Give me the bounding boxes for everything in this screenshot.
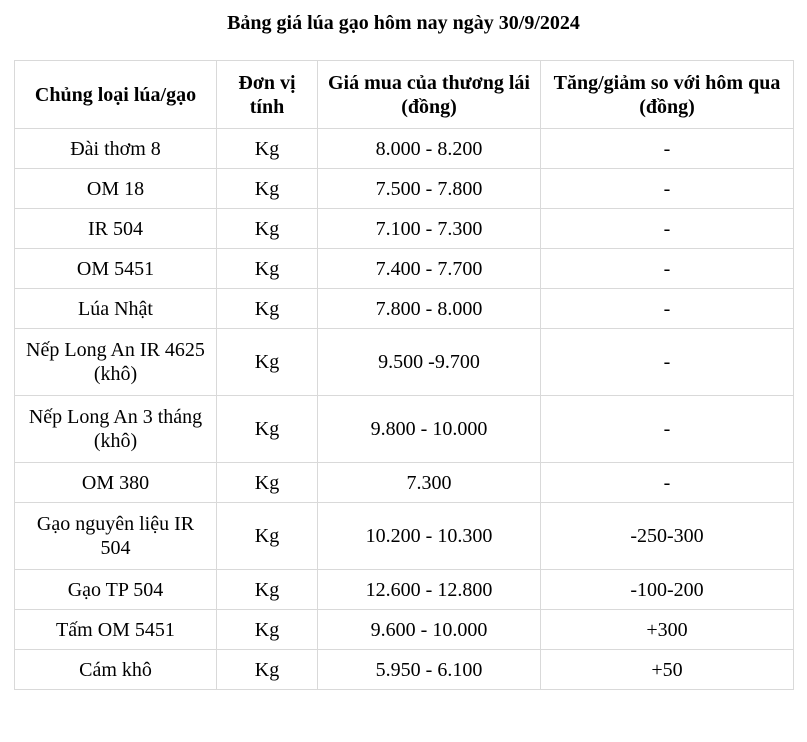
cell-change: +50	[541, 650, 794, 690]
cell-change: -	[541, 396, 794, 463]
cell-price: 7.400 - 7.700	[318, 249, 541, 289]
table-row	[15, 209, 794, 249]
cell-price: 9.500 -9.700	[318, 329, 541, 396]
table-row	[15, 610, 794, 650]
table-row	[15, 329, 794, 396]
cell-type: OM 18	[15, 169, 217, 209]
cell-price: 8.000 - 8.200	[318, 129, 541, 169]
cell-unit: Kg	[217, 650, 318, 690]
cell-unit: Kg	[217, 129, 318, 169]
table-header-row	[15, 61, 794, 129]
cell-unit: Kg	[217, 463, 318, 503]
cell-unit: Kg	[217, 169, 318, 209]
table-row	[15, 129, 794, 169]
cell-unit: Kg	[217, 289, 318, 329]
table-row	[15, 503, 794, 570]
cell-price: 7.800 - 8.000	[318, 289, 541, 329]
cell-type: OM 5451	[15, 249, 217, 289]
cell-price: 9.800 - 10.000	[318, 396, 541, 463]
cell-price: 7.300	[318, 463, 541, 503]
cell-type: Lúa Nhật	[15, 289, 217, 329]
table-row	[15, 289, 794, 329]
cell-type: Nếp Long An 3 tháng (khô)	[15, 396, 217, 463]
cell-change: -	[541, 329, 794, 396]
cell-type: Nếp Long An IR 4625 (khô)	[15, 329, 217, 396]
table-row	[15, 570, 794, 610]
cell-type: Gạo TP 504	[15, 570, 217, 610]
cell-price: 12.600 - 12.800	[318, 570, 541, 610]
cell-change: -	[541, 249, 794, 289]
cell-change: -	[541, 129, 794, 169]
cell-unit: Kg	[217, 209, 318, 249]
cell-unit: Kg	[217, 249, 318, 289]
header-type: Chủng loại lúa/gạo	[15, 61, 217, 129]
cell-unit: Kg	[217, 570, 318, 610]
header-price: Giá mua của thương lái (đồng)	[318, 61, 541, 129]
table-row	[15, 396, 794, 463]
rice-price-table	[14, 60, 794, 690]
cell-change: -	[541, 463, 794, 503]
cell-unit: Kg	[217, 396, 318, 463]
header-change: Tăng/giảm so với hôm qua (đồng)	[541, 61, 794, 129]
cell-price: 10.200 - 10.300	[318, 503, 541, 570]
cell-change: +300	[541, 610, 794, 650]
cell-type: IR 504	[15, 209, 217, 249]
cell-type: Cám khô	[15, 650, 217, 690]
table-row	[15, 463, 794, 503]
cell-unit: Kg	[217, 329, 318, 396]
cell-price: 7.500 - 7.800	[318, 169, 541, 209]
cell-type: Gạo nguyên liệu IR 504	[15, 503, 217, 570]
cell-unit: Kg	[217, 503, 318, 570]
cell-type: OM 380	[15, 463, 217, 503]
cell-unit: Kg	[217, 610, 318, 650]
cell-change: -	[541, 289, 794, 329]
cell-price: 5.950 - 6.100	[318, 650, 541, 690]
cell-change: -	[541, 209, 794, 249]
table-row	[15, 169, 794, 209]
cell-change: -100-200	[541, 570, 794, 610]
cell-price: 9.600 - 10.000	[318, 610, 541, 650]
cell-type: Đài thơm 8	[15, 129, 217, 169]
header-unit: Đơn vị tính	[217, 61, 318, 129]
table-row	[15, 249, 794, 289]
cell-price: 7.100 - 7.300	[318, 209, 541, 249]
table-row	[15, 650, 794, 690]
cell-change: -250-300	[541, 503, 794, 570]
cell-type: Tấm OM 5451	[15, 610, 217, 650]
cell-change: -	[541, 169, 794, 209]
page-title: Bảng giá lúa gạo hôm nay ngày 30/9/2024	[227, 12, 580, 34]
